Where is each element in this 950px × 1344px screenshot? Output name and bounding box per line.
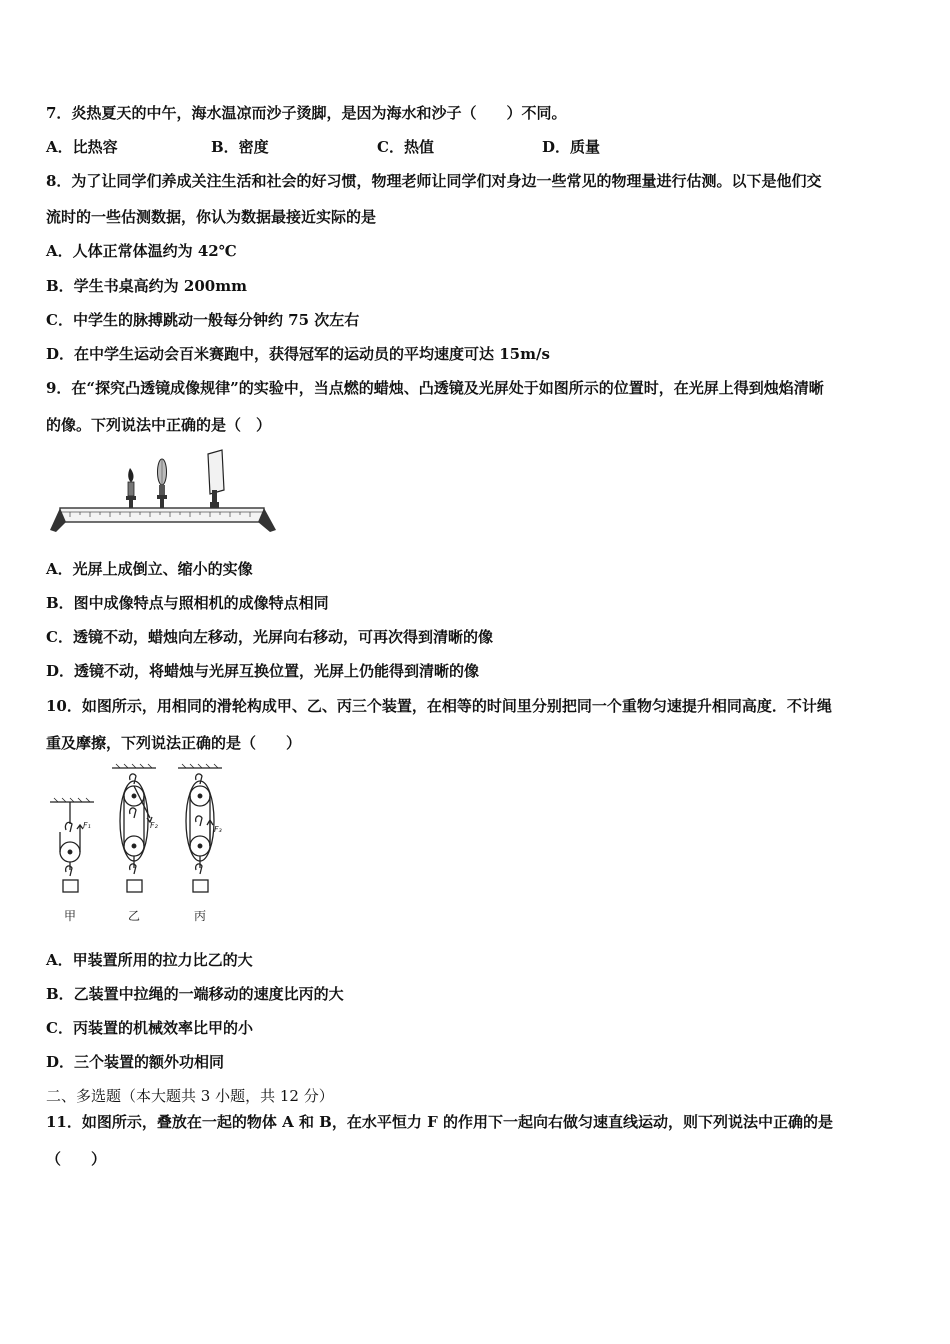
force-label-f3: F₃ [214,825,222,834]
figure-label-yi: 乙 [128,909,141,923]
force-label-f2: F₂ [150,821,158,830]
q10-stem-line1: 10．如图所示，用相同的滑轮构成甲、乙、丙三个装置，在相等的时间里分别把同一个重物匀速提升相同高度．不计绳 [46,697,832,715]
q7-option-c: C．热值 [377,138,434,156]
candle [126,468,136,508]
q10-option-d: D．三个装置的额外功相同 [46,1053,225,1071]
q7-option-a: A．比热容 [46,138,118,156]
q9-option-a: A．光屏上成倒立、缩小的实像 [46,560,253,578]
q8-option-c: C．中学生的脉搏跳动一般每分钟约 75 次左右 [46,311,360,329]
q10-option-c: C．丙装置的机械效率比甲的小 [46,1019,253,1037]
q7-option-b: B．密度 [211,138,269,156]
force-label-f1: F₁ [83,821,91,830]
q9-option-d: D．透镜不动，将蜡烛与光屏互换位置，光屏上仍能得到清晰的像 [46,662,480,680]
pulley-figure [46,762,246,927]
q8-option-a: A．人体正常体温约为 42℃ [46,242,237,260]
q8-stem-line1: 8．为了让同学们养成关注生活和社会的好习惯，物理老师让同学们对身边一些常见的物理量进行估测。以下是他们交 [46,172,822,190]
figure-label-bing: 丙 [194,909,207,923]
q9-stem-line2: 的像。下列说法中正确的是（ ） [46,416,272,434]
convex-lens [157,459,167,508]
section-2-title: 二、多选题（本大题共 3 小题，共 12 分） [46,1087,334,1105]
q10-stem-line2: 重及摩擦，下列说法正确的是（ ） [46,734,302,752]
q8-stem-line2: 流时的一些估测数据，你认为数据最接近实际的是 [46,208,377,226]
optical-bench-figure [46,450,282,540]
figure-label-jia: 甲 [64,909,77,923]
q8-option-b: B．学生书桌高约为 200mm [46,277,247,295]
q7-option-d: D．质量 [542,138,601,156]
optical-rail [60,508,264,522]
q10-option-b: B．乙装置中拉绳的一端移动的速度比丙的大 [46,985,344,1003]
q9-stem-line1: 9．在“探究凸透镜成像规律”的实验中，当点燃的蜡烛、凸透镜及光屏处于如图所示的位置时，在光屏上得到烛焰清晰 [46,379,824,397]
q8-option-d: D．在中学生运动会百米赛跑中，获得冠军的运动员的平均速度可达 15m/s [46,345,550,363]
q10-option-a: A．甲装置所用的拉力比乙的大 [46,951,253,969]
q7-stem: 7．炎热夏天的中午，海水温凉而沙子烫脚，是因为海水和沙子（ ）不同。 [46,104,567,122]
light-screen [208,450,224,508]
q9-option-c: C．透镜不动，蜡烛向左移动，光屏向右移动，可再次得到清晰的像 [46,628,493,646]
q9-option-b: B．图中成像特点与照相机的成像特点相同 [46,594,329,612]
q11-stem-line1: 11．如图所示，叠放在一起的物体 A 和 B，在水平恒力 F 的作用下一起向右做匀速直线运动，则下列说法中正确的是 [46,1113,833,1131]
pulley-setup-jia [50,798,94,892]
q11-stem-line2: （ ） [46,1150,107,1168]
